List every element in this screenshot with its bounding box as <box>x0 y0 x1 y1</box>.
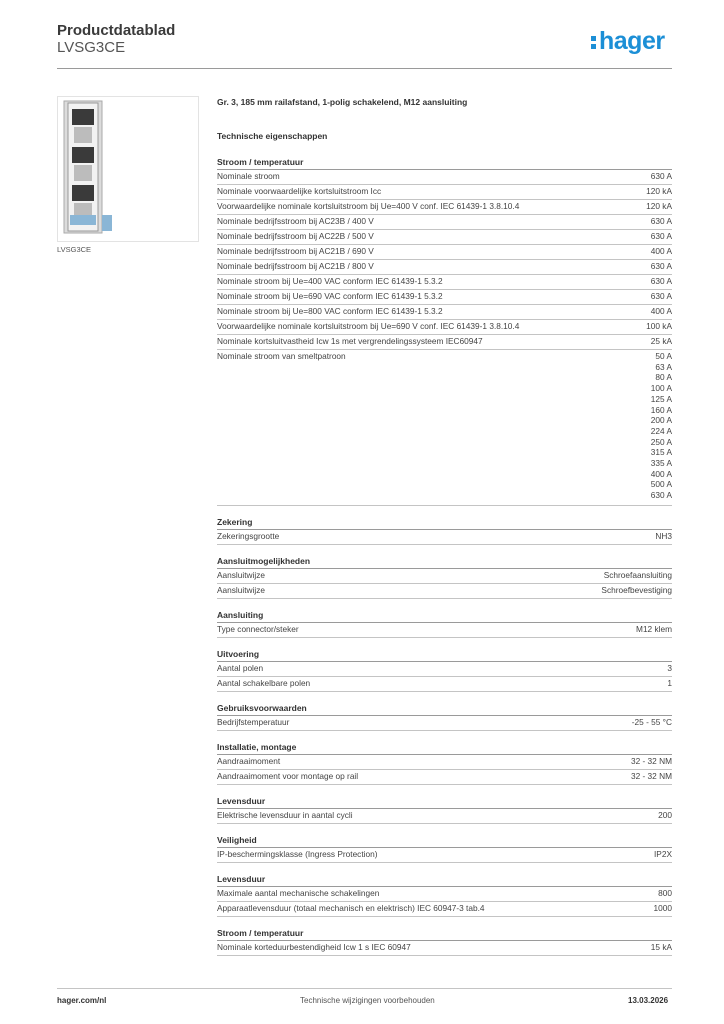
section-title: Aansluiting <box>217 608 672 623</box>
spec-label: Nominale bedrijfsstroom bij AC23B / 400 V <box>217 216 374 226</box>
spec-section <box>217 740 672 785</box>
properties-heading: Technische eigenschappen <box>217 131 328 141</box>
spec-value: 630 A <box>650 291 672 301</box>
spec-value: Schroefbevestiging <box>601 584 672 595</box>
spec-label: Elektrische levensduur in aantal cycli <box>217 809 353 820</box>
spec-row <box>217 260 672 275</box>
spec-value: 224 A <box>650 425 672 436</box>
spec-section <box>217 833 672 863</box>
image-caption: LVSG3CE <box>57 245 92 254</box>
spec-value: 630 A <box>650 261 672 271</box>
section-title: Zekering <box>217 515 672 530</box>
product-code: LVSG3CE <box>57 39 126 56</box>
spec-value: 1 <box>667 677 672 688</box>
spec-row <box>217 245 672 260</box>
spec-row <box>217 623 672 638</box>
spec-value: 1000 <box>653 902 672 913</box>
spec-value: 100 kA <box>646 321 672 331</box>
section-title: Uitvoering <box>217 647 672 662</box>
spec-values <box>651 351 672 501</box>
spec-value: 500 A <box>650 479 672 490</box>
spec-value: -25 - 55 °C <box>631 716 672 727</box>
spec-value: 630 A <box>650 276 672 286</box>
spec-label: Nominale stroom bij Ue=800 VAC conform IEC 61439-1 5.3.2 <box>217 306 443 316</box>
spec-row <box>217 350 672 506</box>
spec-section <box>217 554 672 599</box>
spec-section <box>217 647 672 692</box>
spec-list <box>217 155 672 965</box>
spec-value: Schroefaansluiting <box>603 569 672 580</box>
spec-section <box>217 608 672 638</box>
spec-value: 160 A <box>650 404 672 415</box>
spec-value: 200 A <box>650 415 672 426</box>
spec-value: 400 A <box>650 468 672 479</box>
spec-value: 630 A <box>650 216 672 226</box>
spec-label: Nominale korteduurbestendigheid Icw 1 s IEC 60947 <box>217 941 411 952</box>
spec-row <box>217 902 672 917</box>
spec-value: 630 A <box>650 490 672 501</box>
spec-row <box>217 215 672 230</box>
spec-row <box>217 290 672 305</box>
spec-value: 800 <box>658 887 672 898</box>
spec-section <box>217 872 672 917</box>
spec-section <box>217 155 672 506</box>
spec-value: 32 - 32 NM <box>630 755 672 766</box>
spec-value: M12 klem <box>636 623 672 634</box>
spec-row <box>217 335 672 350</box>
spec-value: 315 A <box>650 447 672 458</box>
spec-label: Aandraaimoment voor montage op rail <box>217 770 359 781</box>
spec-row <box>217 185 672 200</box>
spec-label: Nominale bedrijfsstroom bij AC21B / 690 V <box>217 246 374 256</box>
spec-row <box>217 887 672 902</box>
spec-row <box>217 755 672 770</box>
spec-label: Apparaatlevensduur (totaal mechanisch en elektrisch) IEC 60947-3 tab.4 <box>217 902 485 913</box>
section-title: Gebruiksvoorwaarden <box>217 701 672 716</box>
section-title: Levensduur <box>217 872 672 887</box>
spec-label: Nominale stroom <box>217 171 280 181</box>
footer-divider <box>57 988 672 989</box>
spec-value: 63 A <box>655 361 672 372</box>
section-title: Veiligheid <box>217 833 672 848</box>
spec-section <box>217 926 672 956</box>
spec-row <box>217 848 672 863</box>
spec-row <box>217 677 672 692</box>
spec-label: Nominale stroom bij Ue=400 VAC conform IEC 61439-1 5.3.2 <box>217 276 443 286</box>
spec-row <box>217 770 672 785</box>
spec-row <box>217 200 672 215</box>
spec-label: Aantal polen <box>217 662 264 673</box>
spec-row <box>217 170 672 185</box>
spec-value: 630 A <box>650 171 672 181</box>
spec-row <box>217 530 672 545</box>
spec-value: 125 A <box>650 393 672 404</box>
spec-value: 335 A <box>650 458 672 469</box>
spec-row <box>217 230 672 245</box>
spec-value: 400 A <box>650 246 672 256</box>
spec-label: IP-beschermingsklasse (Ingress Protection) <box>217 848 378 859</box>
spec-label: Voorwaardelijke nominale kortsluitstroom bij Ue=690 V conf. IEC 61439-1 3.8.10.4 <box>217 321 520 331</box>
spec-value: 32 - 32 NM <box>630 770 672 781</box>
spec-label: Voorwaardelijke nominale kortsluitstroom bij Ue=400 V conf. IEC 61439-1 3.8.10.4 <box>217 201 520 211</box>
spec-section <box>217 794 672 824</box>
product-image <box>57 96 199 242</box>
spec-value: NH3 <box>655 530 672 541</box>
spec-row <box>217 584 672 599</box>
spec-value: 100 A <box>650 383 672 394</box>
spec-value: 120 kA <box>646 186 672 196</box>
spec-value: 250 A <box>650 436 672 447</box>
spec-label: Aansluitwijze <box>217 584 265 595</box>
header-divider <box>57 68 672 69</box>
footer-date: 13.03.2026 <box>628 996 669 1005</box>
footer-disclaimer: Technische wijzigingen voorbehouden <box>300 996 435 1005</box>
section-title: Stroom / temperatuur <box>217 155 672 170</box>
spec-section <box>217 515 672 545</box>
section-title: Levensduur <box>217 794 672 809</box>
spec-row <box>217 320 672 335</box>
spec-value: 400 A <box>650 306 672 316</box>
spec-value: 200 <box>658 809 672 820</box>
product-description: Gr. 3, 185 mm railafstand, 1-polig schakelend, M12 aansluiting <box>217 97 468 107</box>
spec-label: Aandraaimoment <box>217 755 281 766</box>
spec-label: Nominale bedrijfsstroom bij AC22B / 500 V <box>217 231 374 241</box>
spec-row <box>217 275 672 290</box>
spec-row <box>217 809 672 824</box>
section-title: Installatie, montage <box>217 740 672 755</box>
spec-label: Nominale voorwaardelijke kortsluitstroom Icc <box>217 186 382 196</box>
spec-label: Maximale aantal mechanische schakelingen <box>217 887 380 898</box>
spec-value: 630 A <box>650 231 672 241</box>
logo-text: hager <box>599 27 665 55</box>
spec-label: Nominale stroom van smeltpatroon <box>217 351 346 361</box>
footer-website: hager.com/nl <box>57 996 107 1005</box>
spec-label: Aansluitwijze <box>217 569 265 580</box>
spec-value: 15 kA <box>650 941 672 952</box>
spec-label: Type connector/steker <box>217 623 299 634</box>
section-title: Stroom / temperatuur <box>217 926 672 941</box>
spec-label: Bedrijfstemperatuur <box>217 716 290 727</box>
spec-row <box>217 569 672 584</box>
spec-label: Nominale kortsluitvastheid Icw 1s met vergrendelingssysteem IEC60947 <box>217 336 483 346</box>
page-title: Productdatablad <box>57 22 176 39</box>
spec-section <box>217 701 672 731</box>
spec-label: Nominale stroom bij Ue=690 VAC conform IEC 61439-1 5.3.2 <box>217 291 443 301</box>
section-title: Aansluitmogelijkheden <box>217 554 672 569</box>
spec-label: Aantal schakelbare polen <box>217 677 311 688</box>
spec-value: 80 A <box>655 372 672 383</box>
spec-label: Zekeringsgrootte <box>217 530 280 541</box>
spec-value: 120 kA <box>646 201 672 211</box>
spec-row <box>217 662 672 677</box>
hager-logo <box>591 27 665 56</box>
spec-row <box>217 305 672 320</box>
spec-label: Nominale bedrijfsstroom bij AC21B / 800 V <box>217 261 374 271</box>
spec-row <box>217 716 672 731</box>
spec-value: IP2X <box>654 848 672 859</box>
spec-value: 50 A <box>655 351 672 361</box>
spec-value: 25 kA <box>650 336 672 346</box>
spec-value: 3 <box>667 662 672 673</box>
spec-row <box>217 941 672 956</box>
